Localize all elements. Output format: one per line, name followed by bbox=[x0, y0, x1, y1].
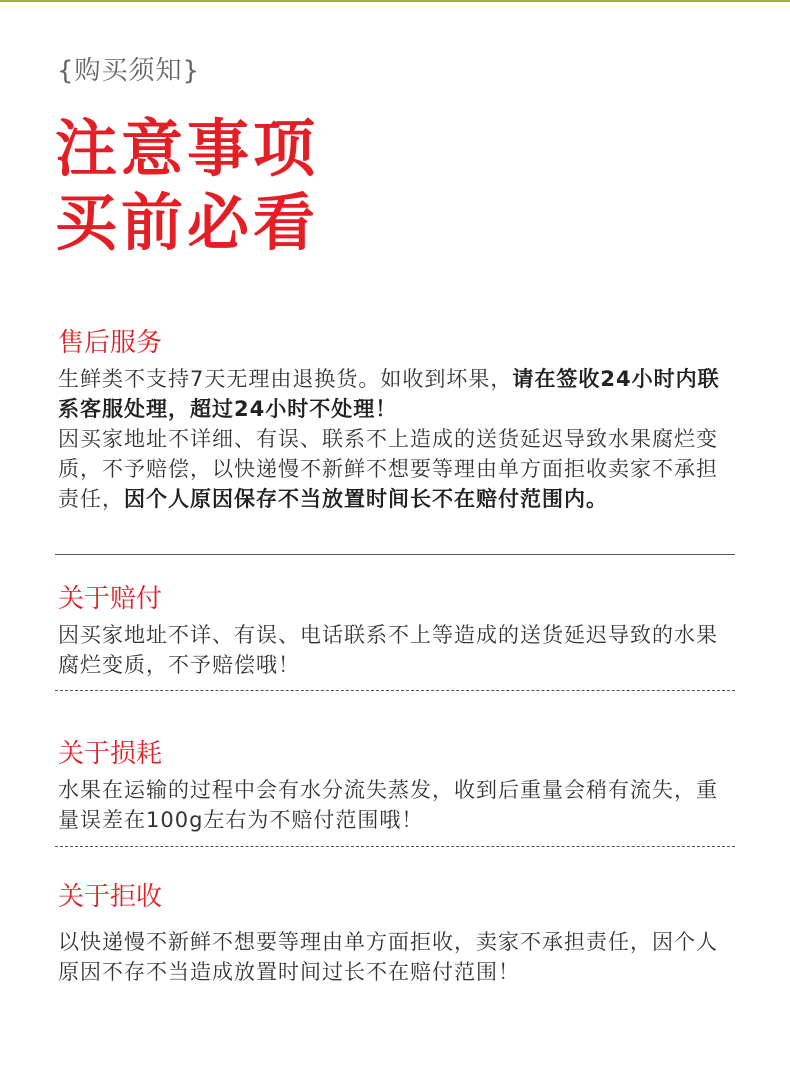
section-divider bbox=[55, 554, 735, 555]
after-sales-text-2-bold: 因个人原因保存不当放置时间长不在赔付范围内。 bbox=[124, 487, 608, 511]
section-title-loss: 关于损耗 bbox=[58, 739, 163, 769]
dashed-divider bbox=[55, 690, 735, 691]
page-tag: {购买须知} bbox=[57, 56, 201, 86]
section-title-compensation: 关于赔付 bbox=[58, 584, 163, 614]
section-text-loss: 水果在运输的过程中会有水分流失蒸发，收到后重量会稍有流失，重量误差在100g左右为不赔付范围哦！ bbox=[58, 778, 718, 832]
after-sales-text-1-bold: 请在签收24小时内联系客服处理，超过24小时不处理！ bbox=[58, 367, 720, 421]
top-accent-line bbox=[0, 0, 790, 2]
headline-line-2: 买前必看 bbox=[55, 186, 320, 259]
headline-line-1: 注意事项 bbox=[55, 112, 320, 185]
section-text-after-sales bbox=[58, 364, 738, 514]
section-title-after-sales: 售后服务 bbox=[58, 328, 163, 358]
dashed-divider bbox=[55, 846, 735, 847]
after-sales-text-2: 因买家地址不详细、有误、联系不上造成的送货延迟导致水果腐烂变质，不予赔偿，以快递慢不新鲜不想要等理由单方面拒收卖家不承担责任， bbox=[58, 427, 718, 511]
section-text-refusal: 以快递慢不新鲜不想要等理由单方面拒收，卖家不承担责任，因个人原因不存不当造成放置时间过长不在赔付范围！ bbox=[58, 930, 718, 984]
section-text-compensation: 因买家地址不详、有误、电话联系不上等造成的送货延迟导致的水果腐烂变质，不予赔偿哦！ bbox=[58, 623, 718, 677]
headline bbox=[55, 112, 319, 260]
after-sales-text-1: 生鲜类不支持7天无理由退换货。如收到坏果， bbox=[58, 367, 513, 391]
section-title-refusal: 关于拒收 bbox=[58, 882, 163, 912]
